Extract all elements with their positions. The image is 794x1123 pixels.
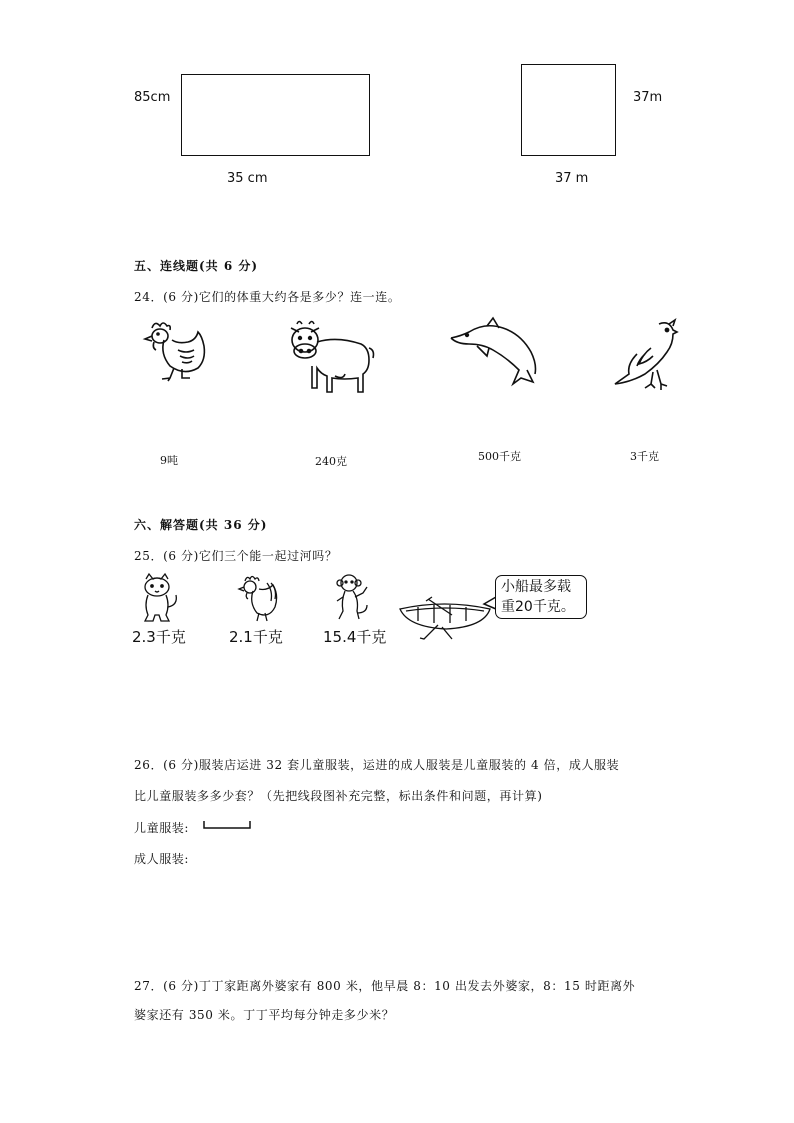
rooster-icon [235, 573, 279, 623]
child-clothing-segment [203, 820, 251, 830]
cat-icon [138, 573, 180, 623]
question-26-line-1: 26．(6 分)服装店运进 32 套儿童服装，运进的成人服装是儿童服装的 4 倍，成人服装 [134, 758, 620, 772]
monkey-weight: 15.4千克 [323, 628, 387, 646]
weight-label-500kg: 500千克 [478, 450, 521, 463]
section-5-title: 五、连线题(共 6 分) [134, 259, 259, 273]
bubble-line-2: 重20千克。 [501, 599, 575, 615]
dolphin-icon [447, 318, 543, 388]
weight-label-240g: 240克 [315, 455, 347, 468]
question-26-line-2: 比儿童服装多多少套？（先把线段图补充完整，标出条件和问题，再计算) [134, 789, 543, 803]
question-24: 24．(6 分)它们的体重大约各是多少？连一连。 [134, 290, 401, 304]
question-25: 25．(6 分)它们三个能一起过河吗？ [134, 549, 338, 563]
adult-clothing-label: 成人服装: [134, 852, 190, 866]
speech-bubble [495, 575, 587, 619]
rect-height-label: 85cm [134, 90, 171, 105]
square-side-label-bottom: 37 m [555, 171, 589, 186]
pigeon-icon [611, 318, 683, 394]
question-27-line-1: 27．(6 分)丁丁家距离外婆家有 800 米，他早晨 8：10 出发去外婆家，8：15 时距离外 [134, 979, 636, 993]
monkey-icon [333, 573, 373, 623]
weight-label-3kg: 3千克 [630, 450, 659, 463]
square-figure [521, 64, 616, 156]
square-side-label-right: 37m [633, 90, 663, 105]
rectangle-figure [181, 74, 370, 156]
bubble-line-1: 小船最多载 [501, 579, 571, 595]
section-6-title: 六、解答题(共 36 分) [134, 518, 268, 532]
question-27-line-2: 婆家还有 350 米。丁丁平均每分钟走多少米？ [134, 1008, 395, 1022]
cat-weight: 2.3千克 [132, 628, 186, 646]
rooster-weight: 2.1千克 [229, 628, 283, 646]
weight-label-9t: 9吨 [160, 454, 178, 467]
chicken-icon [138, 318, 208, 384]
boat-icon [398, 595, 492, 641]
rect-width-label: 35 cm [227, 171, 268, 186]
child-clothing-label: 儿童服装: [134, 821, 190, 835]
cow-icon [285, 318, 377, 398]
